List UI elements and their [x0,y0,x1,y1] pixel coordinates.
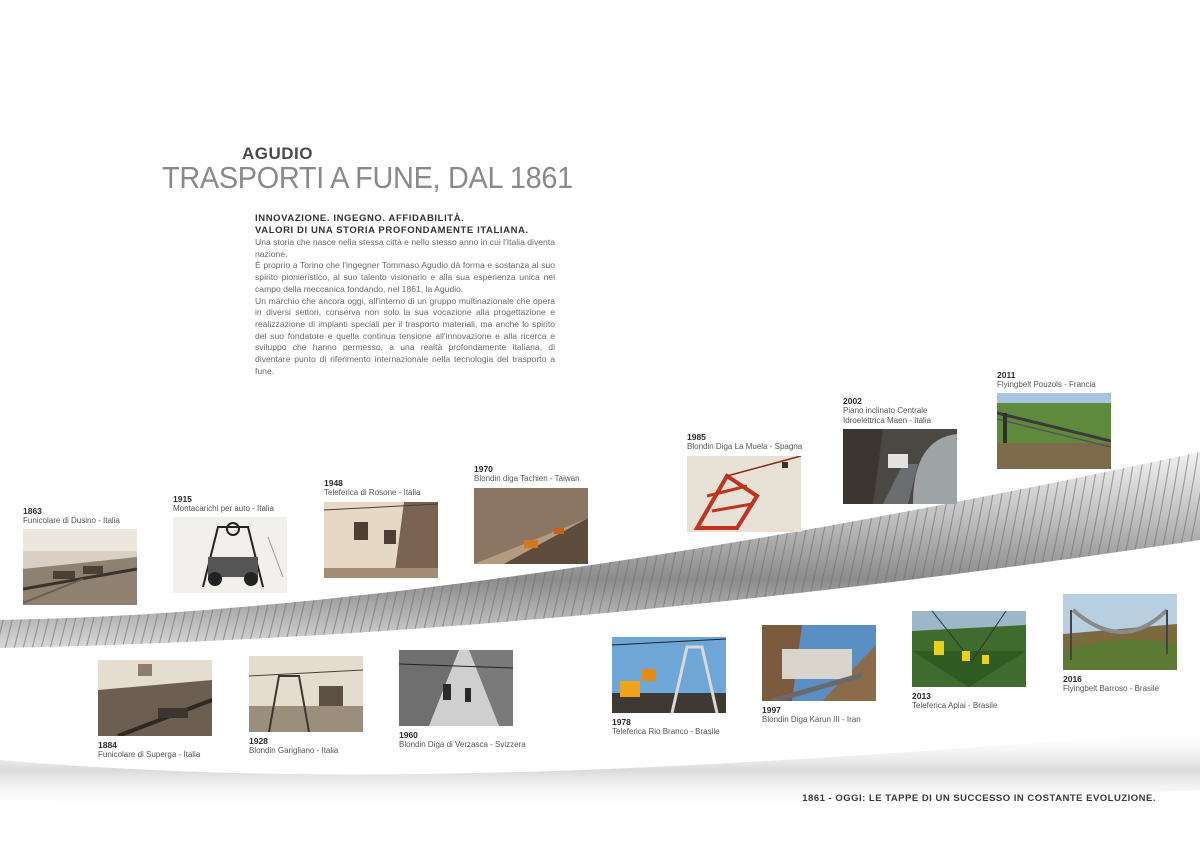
photo-car-lift [173,517,287,593]
intro-paragraph-2: È proprio a Torino che l'ingegner Tommaso Agudio dà forma e sostanza al suo spirito pionieristico, al suo talento visionario e alla sua esperienza unica nel campo della meccanica fondando, nel 1861, la Agudio. [255,260,555,294]
photo-blondin-karun [762,625,876,701]
timeline-caption: Blondin Diga La Muela - Spagna [687,442,803,451]
timeline-year: 2016 [1063,674,1082,684]
photo-funicular-superga [98,660,212,736]
timeline-year: 1948 [324,478,343,488]
timeline-item [474,464,580,484]
timeline-caption: Teleferica di Rosone - Italia [324,488,421,497]
intro-text-block [255,213,555,377]
timeline-year: 1915 [173,494,192,504]
timeline-year: 2002 [843,396,862,406]
timeline-year: 1960 [399,730,418,740]
intro-paragraph-3: Un marchio che ancora oggi, all'interno di un gruppo multinazionale che opera in diversi settori, conserva non solo la sua vocazione alla progettazione e realizzazione di impianti speciali per il trasporto materiali, ma anche lo spirito del suo fondatore e quella continua tensione all'innovazione e alla ricerca e sviluppo che hanno permesso, a una realtà profondamente italiana, di diventare punto di riferimento internazionale nella tecnologia del trasporto a fune. [255,295,555,376]
timeline-year: 1970 [474,464,493,474]
intro-headline-2: VALORI DI UNA STORIA PROFONDAMENTE ITALIANA. [255,225,529,236]
timeline-caption: Montacarichi per auto - Italia [173,504,274,513]
photo-flyingbelt-pouzols [997,393,1111,469]
photo-cableway-apiai [912,611,1026,687]
timeline-item [612,717,720,737]
timeline-item [249,736,338,756]
timeline-caption: Blondin Garigliano - Italia [249,746,339,755]
photo-blondin-la-muela [687,456,801,532]
intro-headline-1: INNOVAZIONE. INGEGNO. AFFIDABILITÀ. [255,213,465,224]
timeline-item [399,730,526,750]
timeline-caption: Blondin Diga di Verzasca - Svizzera [399,740,526,749]
timeline-item [843,396,931,426]
timeline-caption: Piano inclinato Centrale Idroelettrica Maen - Italia [843,406,932,425]
photo-inclined-plane-maen [843,429,957,504]
photo-blondin-verzasca [399,650,513,726]
timeline-caption: Teleferica Apiai - Brasile [912,701,998,710]
timeline-caption: Flyingbelt Pouzols - Francia [997,380,1096,389]
timeline-year: 2011 [997,370,1016,380]
intro-paragraph-1: Una storia che nasce nella stessa città e nello stesso anno in cui l'Italia diventa nazione. [255,237,555,259]
timeline-item [1063,674,1159,694]
timeline-item [687,432,802,452]
timeline-year: 2013 [912,691,931,701]
timeline-item [762,705,861,725]
photo-blondin-tachien [474,488,588,564]
timeline-caption: Funicolare di Superga - Italia [98,750,201,759]
footer-tagline: 1861 - OGGI: LE TAPPE DI UN SUCCESSO IN COSTANTE EVOLUZIONE. [802,793,1156,804]
timeline-year: 1863 [23,506,42,516]
photo-blondin-garigliano [249,656,363,732]
photo-flyingbelt-barroso [1063,594,1177,670]
photo-funicular-dusino [23,529,137,605]
timeline-year: 1978 [612,717,631,727]
timeline-item [98,740,200,760]
timeline-year: 1884 [98,740,117,750]
timeline-item [912,691,997,711]
timeline-year: 1985 [687,432,706,442]
timeline-item [23,506,120,526]
timeline-caption: Teleferica Rio Branco - Brasile [612,727,720,736]
timeline-item [173,494,274,514]
timeline-caption: Flyingbelt Barroso - Brasile [1063,684,1160,693]
timeline-caption: Blondin Diga Karun III - Iran [762,715,861,724]
brand-name: AGUDIO [242,144,313,163]
timeline-caption: Funicolare di Dusino - Italia [23,516,120,525]
timeline-item [324,478,421,498]
page-title: TRASPORTI A FUNE, DAL 1861 [162,160,573,195]
timeline-item [997,370,1096,390]
timeline-year: 1997 [762,705,781,715]
timeline-year: 1928 [249,736,268,746]
timeline-caption: Blondin diga Tachien - Taiwan [474,474,580,483]
photo-cableway-rio-branco [612,637,726,713]
photo-cableway-rosone [324,502,438,578]
